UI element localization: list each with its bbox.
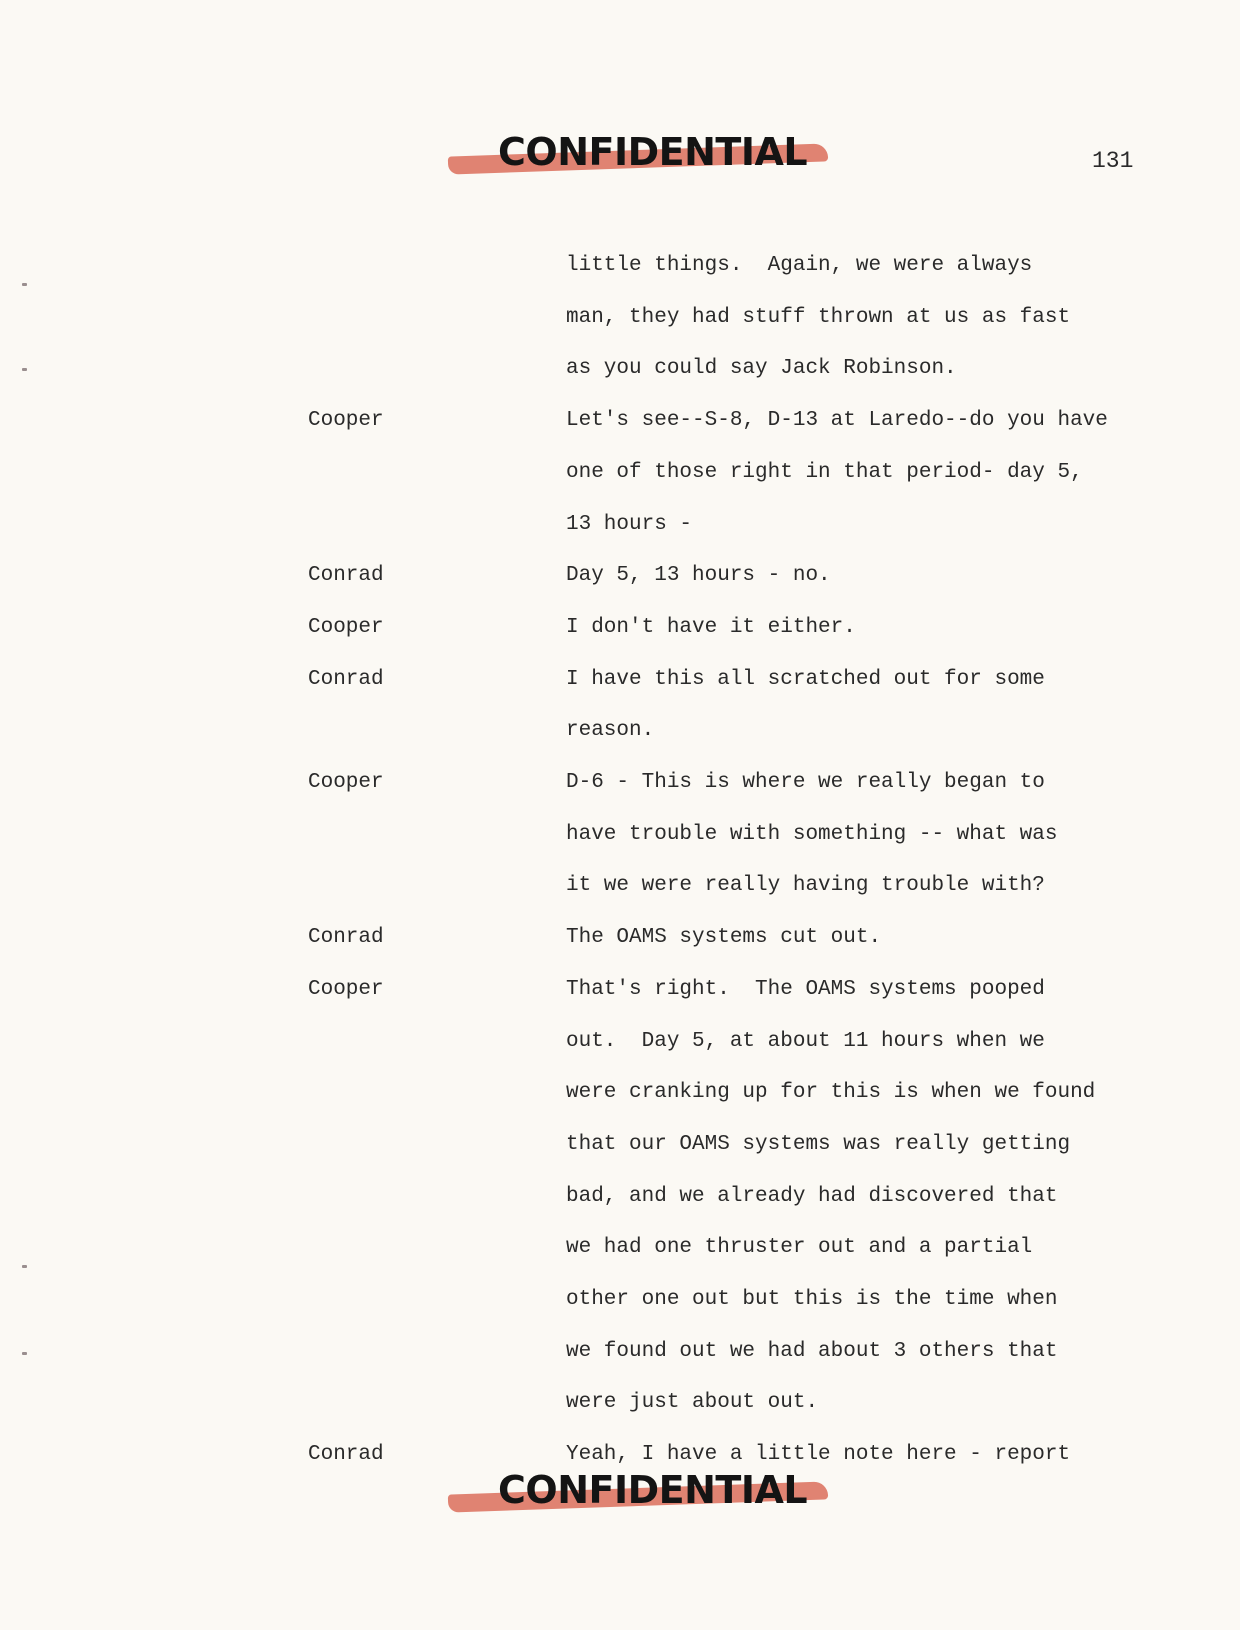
transcript-line: [0, 298, 1240, 338]
transcript-line: [0, 763, 1240, 803]
dialogue-text: out. Day 5, at about 11 hours when we: [566, 1030, 1045, 1053]
transcript-line: [0, 1073, 1240, 1113]
speaker-name: Conrad: [308, 564, 384, 587]
dialogue-text: Day 5, 13 hours - no.: [566, 564, 831, 587]
page-number: 131: [1092, 148, 1134, 174]
dialogue-text: that our OAMS systems was really getting: [566, 1133, 1071, 1156]
dialogue-text: little things. Again, we were always: [566, 254, 1033, 277]
speaker-name: Conrad: [308, 1443, 384, 1466]
dialogue-text: we had one thruster out and a partial: [566, 1236, 1033, 1259]
speaker-name: Cooper: [308, 409, 384, 432]
confidential-label: CONFIDENTIAL: [498, 130, 808, 174]
dialogue-text: were just about out.: [566, 1391, 819, 1414]
transcript-line: [0, 660, 1240, 700]
dialogue-text: I have this all scratched out for some: [566, 668, 1045, 691]
transcript-line: [0, 401, 1240, 441]
confidential-stamp-bottom: [448, 1468, 848, 1524]
dialogue-text: reason.: [566, 719, 655, 742]
dialogue-text: man, they had stuff thrown at us as fast: [566, 306, 1071, 329]
dialogue-text: Yeah, I have a little note here - report: [566, 1443, 1071, 1466]
transcript-line: [0, 246, 1240, 286]
speaker-name: Cooper: [308, 771, 384, 794]
transcript-line: [0, 1177, 1240, 1217]
transcript-line: [0, 970, 1240, 1010]
dialogue-text: That's right. The OAMS systems pooped: [566, 978, 1045, 1001]
transcript-line: [0, 453, 1240, 493]
transcript-line: [0, 1383, 1240, 1423]
dialogue-text: The OAMS systems cut out.: [566, 926, 882, 949]
dialogue-text: as you could say Jack Robinson.: [566, 357, 957, 380]
transcript-line: [0, 556, 1240, 596]
dialogue-text: other one out but this is the time when: [566, 1288, 1058, 1311]
dialogue-text: one of those right in that period- day 5,: [566, 461, 1083, 484]
transcript-line: [0, 505, 1240, 545]
dialogue-text: 13 hours -: [566, 513, 693, 536]
dialogue-text: have trouble with something -- what was: [566, 823, 1058, 846]
transcript-line: [0, 1022, 1240, 1062]
transcript-line: [0, 918, 1240, 958]
transcript-line: [0, 1125, 1240, 1165]
dialogue-text: it we were really having trouble with?: [566, 874, 1045, 897]
transcript-line: [0, 815, 1240, 855]
speaker-name: Cooper: [308, 616, 384, 639]
confidential-stamp-top: [448, 130, 848, 186]
dialogue-text: Let's see--S-8, D-13 at Laredo--do you have: [566, 409, 1108, 432]
dialogue-text: D-6 - This is where we really began to: [566, 771, 1045, 794]
speaker-name: Conrad: [308, 926, 384, 949]
transcript-line: [0, 349, 1240, 389]
transcript-line: [0, 1228, 1240, 1268]
dialogue-text: we found out we had about 3 others that: [566, 1340, 1058, 1363]
dialogue-text: bad, and we already had discovered that: [566, 1185, 1058, 1208]
dialogue-text: I don't have it either.: [566, 616, 856, 639]
transcript-line: [0, 866, 1240, 906]
transcript-line: [0, 711, 1240, 751]
speaker-name: Cooper: [308, 978, 384, 1001]
dialogue-text: were cranking up for this is when we found: [566, 1081, 1096, 1104]
transcript-line: [0, 1280, 1240, 1320]
transcript-line: [0, 1332, 1240, 1372]
transcript-line: [0, 608, 1240, 648]
speaker-name: Conrad: [308, 668, 384, 691]
confidential-label: CONFIDENTIAL: [498, 1468, 808, 1512]
